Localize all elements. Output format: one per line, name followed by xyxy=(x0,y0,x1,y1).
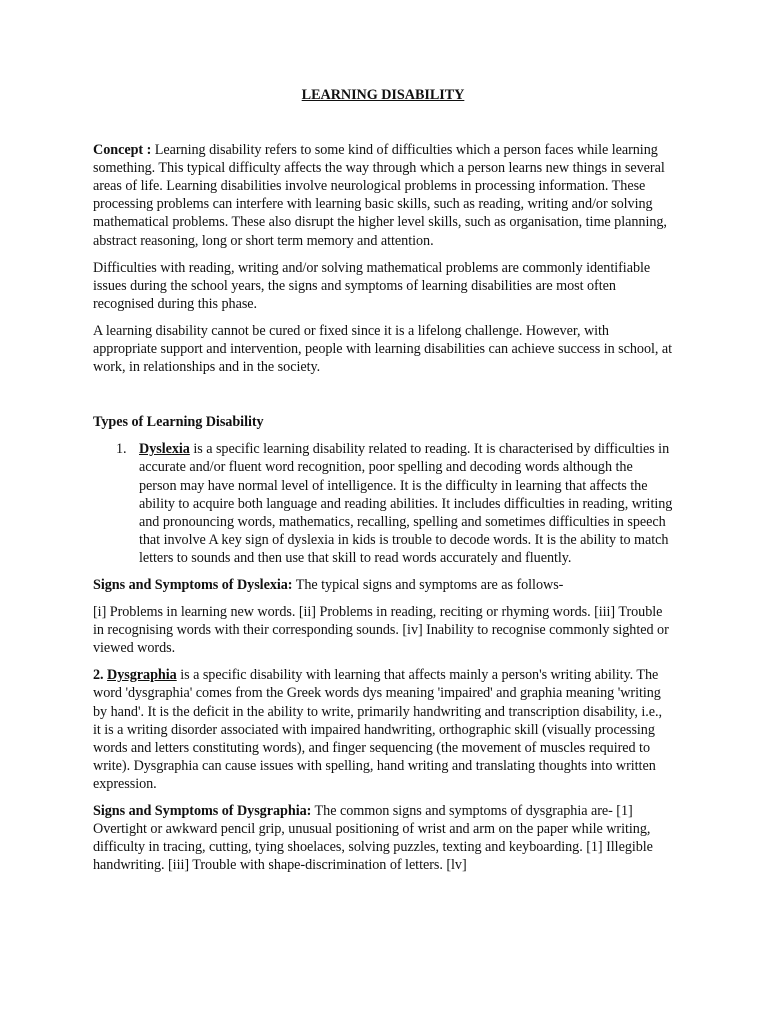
dyslexia-signs-label: Signs and Symptoms of Dyslexia: xyxy=(93,576,293,593)
lifelong-challenge-paragraph: A learning disability cannot be cured or fixed since it is a lifelong challenge. However, with appropriate support and intervention, people with learning disabilities can achieve success in school, at work, in relationships and in the society. xyxy=(93,322,673,376)
section-spacer xyxy=(93,385,673,413)
document-title: LEARNING DISABILITY xyxy=(301,87,465,103)
dyslexia-list-item xyxy=(93,440,673,567)
dysgraphia-text: is a specific disability with learning that affects mainly a person's writing ability. The word 'dysgraphia' comes from the Greek words dys meaning 'impaired' and graphia meaning 'writing by hand'. It is the deficit in the ability to write, primarily handwriting and transcription disability, i.e., it is a writing disorder associated with impaired handwriting, orthographic skill (visually processing words and letters constituting words), and finger sequencing (the movement of muscles required to write). Dysgraphia can cause issues with spelling, hand writing and translating thoughts into written expression. xyxy=(93,667,663,792)
concept-label: Concept : xyxy=(93,142,152,159)
dyslexia-symptoms-list: [i] Problems in learning new words. [ii] Problems in reading, reciting or rhyming words. [iii] Trouble in recognising words with their corresponding sounds. [iv] Inability to recognise commonly sighted or viewed words. xyxy=(93,604,669,657)
dyslexia-signs-text: The typical signs and symptoms are as follows- xyxy=(292,576,564,593)
concept-text: Learning disability refers to some kind of difficulties which a person faces while learning something. This typical difficulty affects the way through which a person learns new things in several areas of life. Learning disabilities involve neurological problems in processing information. These processing problems can interfere with learning basic skills, such as reading, writing and/or solving mathematical problems. These also disrupt the higher level skills, such as organisation, time planning, abstract reasoning, long or short term memory and attention. xyxy=(93,142,667,249)
dysgraphia-term: Dysgraphia xyxy=(107,667,177,684)
dysgraphia-paragraph xyxy=(93,666,673,793)
types-heading: Types of Learning Disability xyxy=(93,414,264,431)
document-page xyxy=(93,86,673,883)
dyslexia-signs-paragraph xyxy=(93,576,673,594)
dysgraphia-number: 2. xyxy=(93,667,104,684)
dysgraphia-signs-paragraph xyxy=(93,802,673,874)
dysgraphia-signs-label: Signs and Symptoms of Dysgraphia: xyxy=(93,803,312,819)
concept-paragraph xyxy=(93,141,673,250)
dyslexia-number: 1. xyxy=(116,441,127,458)
dysgraphia-signs-text: The common signs and symptoms of dysgraphia are- [1] Overtight or awkward pencil grip, unusual positioning of wrist and arm on the paper while writing, difficulty in tracing, cutting, tying shoelaces, solving puzzles, texting and keyboarding. [1] Illegible handwriting. [iii] Trouble with shape-discrimination of letters. [lv] xyxy=(93,803,653,874)
dyslexia-term: Dyslexia xyxy=(139,441,190,458)
dyslexia-text: is a specific learning disability related to reading. It is characterised by difficulties in accurate and/or fluent word recognition, poor spelling and decoding words although the person may have normal level of intelligence. It is the difficulty in learning that affects the ability to acquire both language and reading abilities. It includes difficulties in reading, writing and pronouncing words, mathematics, recalling, spelling and sometimes difficulties in speech that involve A key sign of dyslexia in kids is trouble to decode words. It is the ability to match letters to sounds and then use that skill to read words accurately and fluently. xyxy=(139,441,673,566)
school-years-paragraph: Difficulties with reading, writing and/or solving mathematical problems are commonly identifiable issues during the school years, the signs and symptoms of learning disabilities are most often recognised during this phase. xyxy=(93,259,651,312)
